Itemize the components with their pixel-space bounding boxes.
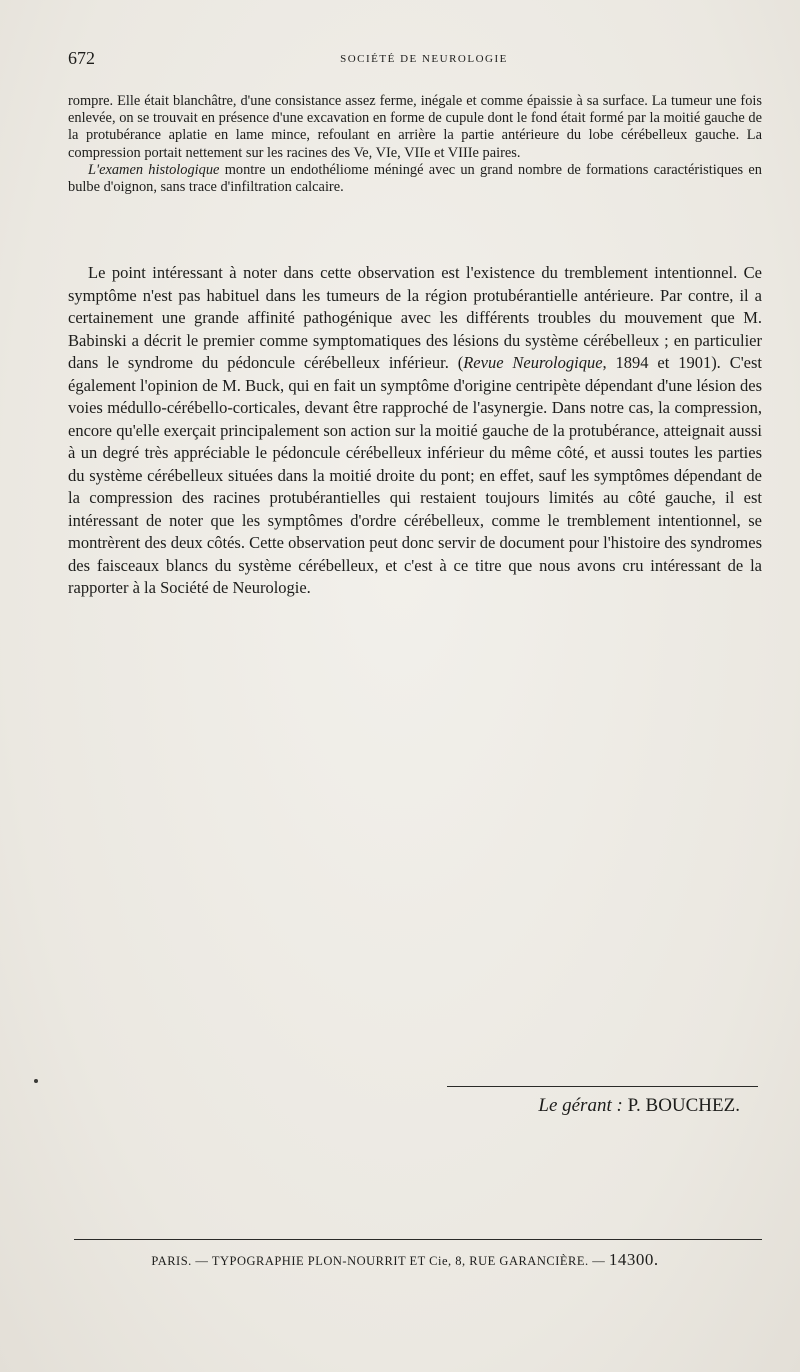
case-report-section xyxy=(68,93,762,196)
page-number: 672 xyxy=(68,48,95,68)
signature-line xyxy=(440,1095,740,1117)
histology-lead: L'examen histologique xyxy=(88,161,220,178)
histology-text: montre un endothéliome méningé avec un grand nombre de formations caractéristiques en bulbe d'oignon, sans trace d'infiltration calcaire. xyxy=(68,161,762,196)
discussion-text-end: , 1894 et 1901). C'est également l'opinion de M. Buck, qui en fait un symptôme d'origine centripète dépendant d'une lésion des voies médullo-cérébello-corticales, devant être rapproché de l'asynergie. Dans notre cas, la compression, encore qu'elle exerçait principalement son action sur la moitié gauche de la protubérance, atteignait aussi à un degré très appréciable le pédoncule cérébelleux inférieur du même côté, et aussi toutes les parties du système cérébelleux situées dans la moitié droite du pont; en effet, sauf les symptômes dépendant de la compression des racines protubérantielles qui restaient toujours limités au côté gauche, il est intéressant de noter que les symptômes d'ordre cérébelleux, comme le tremblement intentionnel, se montrèrent des deux côtés. Cette observation peut donc servir de document pour l'histoire des syndromes des faisceaux blancs du système cérébelleux, et c'est à ce titre que nous avons cru intéressant de la rapporter à la Société de Neurologie. xyxy=(68,353,762,597)
signature-label: Le gérant : xyxy=(538,1095,623,1116)
histology-paragraph xyxy=(68,162,762,196)
printer-imprint xyxy=(60,1250,750,1270)
footer-rule xyxy=(74,1239,762,1240)
page-header xyxy=(68,48,780,72)
discussion-paragraph xyxy=(68,262,762,600)
citation-journal: Revue Neurologique xyxy=(463,353,603,372)
running-title: SOCIÉTÉ DE NEUROLOGIE xyxy=(340,53,508,65)
case-report-paragraph: rompre. Elle était blanchâtre, d'une consistance assez ferme, inégale et comme épaissie à sa surface. La tumeur une fois enlevée, on se trouvait en présence d'une excavation en forme de cupule dont le fond était formé par la moitié gauche de la protubérance aplatie en lame mince, refoulant en arrière la partie antérieure du lobe cérébelleux gauche. La compression portait nettement sur les racines des Ve, VIe, VIIe et VIIIe paires. xyxy=(68,93,762,161)
imprint-text: PARIS. — TYPOGRAPHIE PLON-NOURRIT ET Cie, 8, RUE GARANCIÈRE. — xyxy=(151,1254,606,1268)
discussion-text-start: Le point intéressant à noter dans cette observation est l'existence du tremblement intentionnel. Ce symptôme n'est pas habituel dans les tumeurs de la région protubérantielle antérieure. Par contre, il a certainement une grande affinité pathogénique avec les différents troubles du mouvement que M. Babinski a décrit le premier comme symptomatiques des lésions du système cérébelleux ; en particulier dans le syndrome du pédoncule cérébelleux inférieur. ( xyxy=(68,263,762,372)
imprint-number: 14300. xyxy=(608,1250,659,1269)
signature-rule xyxy=(447,1086,758,1087)
margin-mark xyxy=(34,1079,38,1083)
signature-name: P. BOUCHEZ. xyxy=(627,1095,740,1116)
discussion-section xyxy=(68,262,762,600)
